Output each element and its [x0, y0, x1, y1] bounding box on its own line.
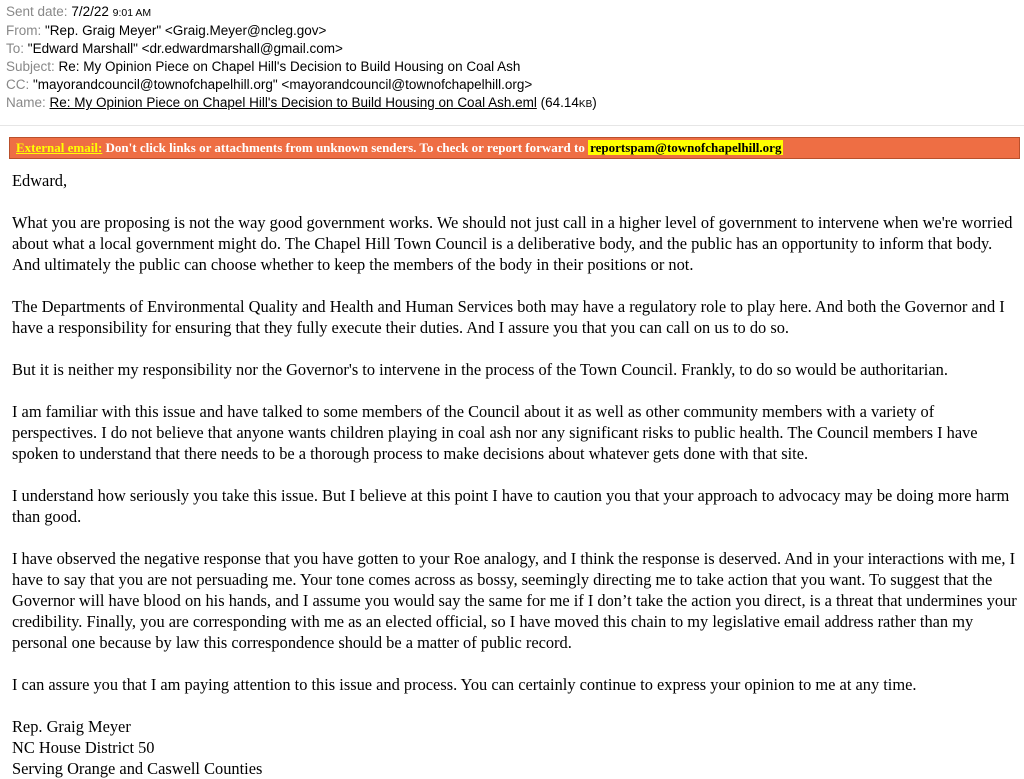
attachment-name-row — [6, 94, 1024, 114]
cc-value: "mayorandcouncil@townofchapelhill.org" <mayorandcouncil@townofchapelhill.org> — [33, 77, 533, 92]
body-paragraph: I can assure you that I am paying attention to this issue and process. You can certainly continue to express your opinion to me at any time. — [12, 675, 917, 694]
subject-label: Subject: — [6, 59, 55, 74]
to-value: "Edward Marshall" <dr.edwardmarshall@gmail.com> — [27, 41, 343, 56]
from-value: "Rep. Graig Meyer" <Graig.Meyer@ncleg.gov> — [45, 23, 327, 38]
attachment-size-open: (64.14 — [540, 95, 579, 110]
sent-date-value: 7/2/22 — [71, 4, 109, 19]
header-divider — [0, 125, 1024, 126]
body-paragraph: The Departments of Environmental Quality and Health and Human Services both may have a regulatory role to play here. And both the Governor and I have a responsibility for ensuring that they fully execute their duties. And I assure you that you can call on us to do so. — [12, 297, 1005, 337]
email-header — [0, 0, 1024, 114]
from-label: From: — [6, 23, 42, 38]
sent-time-value: 9:01 AM — [112, 7, 152, 19]
greeting: Edward, — [12, 171, 68, 190]
email-body — [12, 170, 1017, 779]
body-paragraph: But it is neither my responsibility nor the Governor's to intervene in the process of the Town Council. Frankly, to do so would be authoritarian. — [12, 360, 948, 379]
attachment-link[interactable]: Re: My Opinion Piece on Chapel Hill's Decision to Build Housing on Coal Ash.eml — [49, 95, 537, 110]
external-email-banner — [9, 137, 1020, 159]
signature — [12, 716, 1017, 779]
attachment-name-label: Name: — [6, 95, 46, 110]
cc-row — [6, 76, 1024, 94]
from-row — [6, 22, 1024, 40]
external-email-label[interactable]: External email: — [16, 140, 103, 155]
signature-counties: Serving Orange and Caswell Counties — [12, 759, 263, 778]
attachment-size-close: ) — [592, 95, 597, 110]
report-spam-email: reportspam@townofchapelhill.org — [590, 140, 782, 155]
sent-date-row — [6, 3, 1024, 22]
signature-district: NC House District 50 — [12, 738, 155, 757]
body-paragraph: What you are proposing is not the way good government works. We should not just call in a higher level of government to intervene when we're worried about what a local government might do. The Chapel Hill Town Council is a deliberative body, and the public has an opportunity to inform that body. And ultimately the public can choose whether to keep the members of the body in their positions or not. — [12, 213, 1013, 274]
attachment-size — [541, 95, 597, 110]
external-email-message: Don't click links or attachments from unknown senders. To check or report forward to — [105, 140, 585, 155]
body-paragraph: I have observed the negative response that you have gotten to your Roe analogy, and I think the response is deserved. And in your interactions with me, I have to say that you are not persuading me. Your tone comes across as bossy, seemingly directing me to take action that you want. To suggest that the Governor will have blood on his hands, and I assume you would say the same for me if I don’t take the action you direct, is a threat that undermines your credibility. Finally, you are corresponding with me as an elected official, so I have moved this chain to my legislative email address rather than my personal one because by law this correspondence should be a matter of public record. — [12, 549, 1017, 652]
sent-date-label: Sent date: — [6, 4, 68, 19]
body-paragraph: I am familiar with this issue and have talked to some members of the Council about it as well as other community members with a variety of perspectives. I do not believe that anyone wants children playing in coal ash nor any significant risks to public health. The Council members I have spoken to understand that there needs to be a thorough process to make decisions about whatever gets done with that site. — [12, 402, 978, 463]
subject-value: Re: My Opinion Piece on Chapel Hill's Decision to Build Housing on Coal Ash — [58, 59, 521, 74]
body-paragraph: I understand how seriously you take this issue. But I believe at this point I have to caution you that your approach to advocacy may be doing more harm than good. — [12, 486, 1010, 526]
attachment-size-unit: KB — [578, 99, 593, 110]
signature-name: Rep. Graig Meyer — [12, 717, 131, 736]
to-row — [6, 40, 1024, 58]
to-label: To: — [6, 41, 25, 56]
subject-row — [6, 58, 1024, 76]
cc-label: CC: — [6, 77, 30, 92]
